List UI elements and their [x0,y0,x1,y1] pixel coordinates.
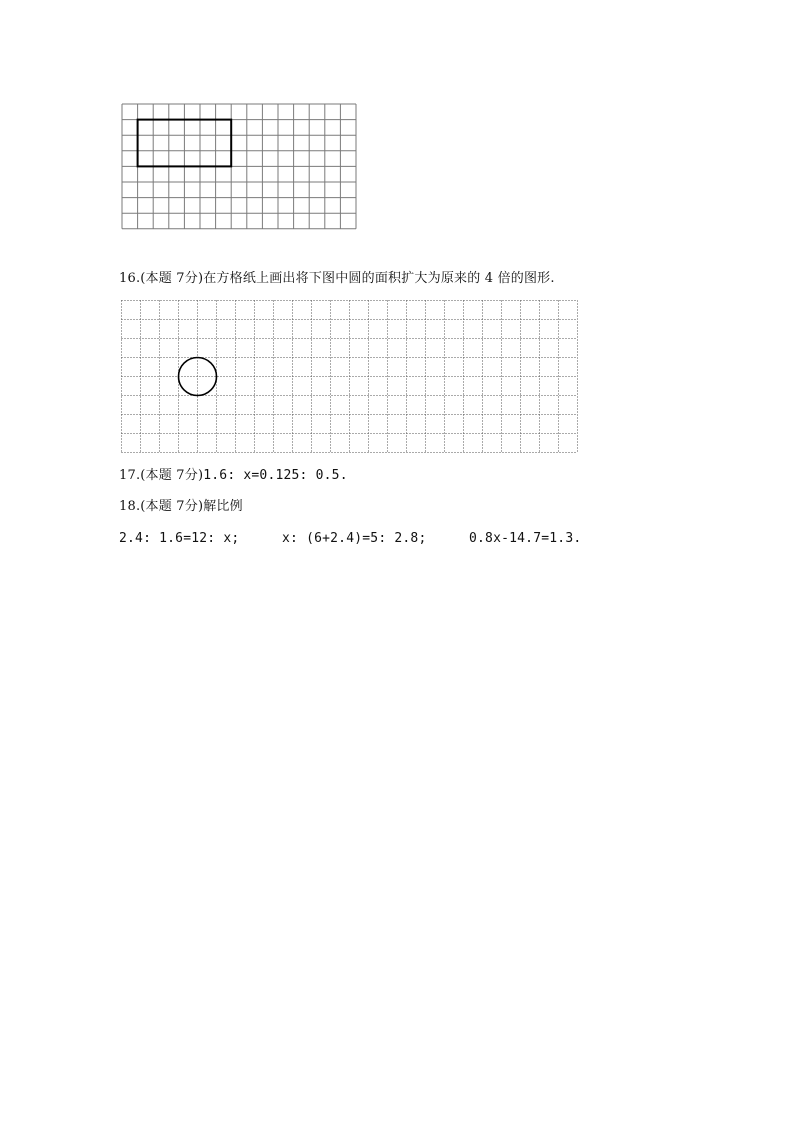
question-17-score: (本题 7分) [140,468,204,483]
question-16-score: (本题 7分) [140,271,204,286]
equation-2: x: (6+2.4)=5: 2.8; [282,531,427,546]
question-18-score: (本题 7分) [140,499,204,514]
rectangle-grid-figure [121,103,360,259]
rectangle-grid-svg [121,103,360,259]
question-18-text: 解比例 [203,499,243,514]
equation-3: 0.8x-14.7=1.3. [469,531,582,546]
question-17-text: 1.6: x=0.125: 0.5. [203,468,348,483]
equation-1: 2.4: 1.6=12: x; [119,531,240,546]
circle-grid-figure [121,300,579,455]
question-17 [119,468,348,484]
question-17-number: 17. [119,468,141,483]
question-16-number: 16. [119,271,141,286]
question-18-number: 18. [119,499,141,514]
question-18 [119,499,243,515]
question-16 [119,271,555,287]
circle-grid-svg [121,300,579,455]
question-16-text: 在方格纸上画出将下图中圆的面积扩大为原来的 4 倍的图形. [203,271,555,286]
